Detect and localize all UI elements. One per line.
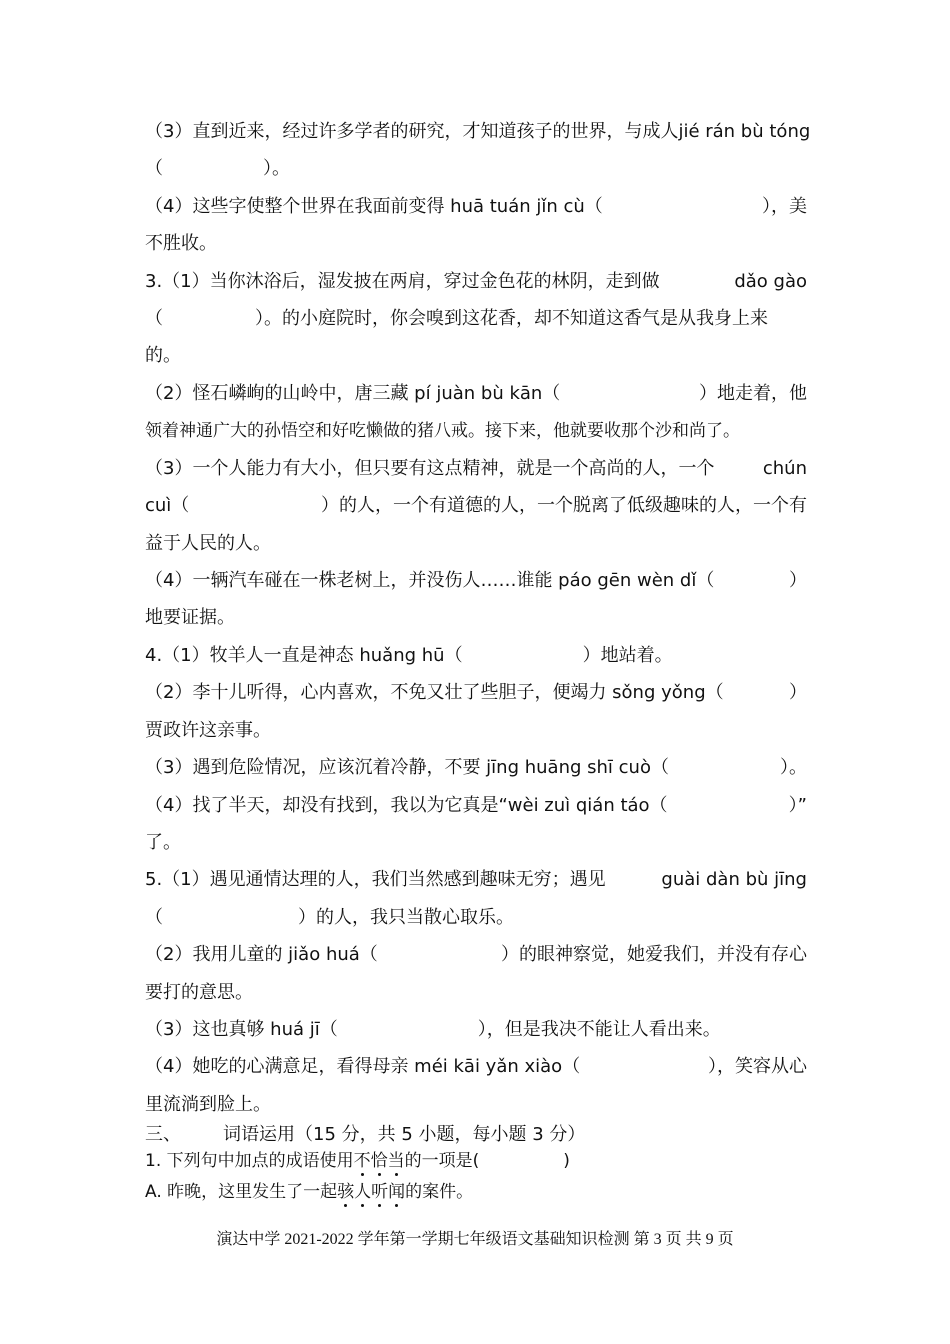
text-line: [145, 121, 811, 143]
line-text: ）地站着。: [582, 645, 673, 666]
text-line: [145, 1019, 807, 1041]
text-line: [145, 944, 807, 966]
line-text: ），笑容从心: [708, 1056, 807, 1077]
line-text: ）的眼神察觉，她爱我们，并没有存心: [501, 944, 807, 965]
line-text: （2）怪石嶙峋的山岭中，唐三藏 pí juàn bù kān（: [145, 383, 561, 404]
pinyin: jié rán bù tóng: [678, 121, 811, 142]
line-text: 要打的意思。: [145, 982, 253, 1003]
text-line: [145, 383, 807, 405]
text-line: [145, 982, 807, 1004]
question-text: 的一项是(: [404, 1151, 480, 1171]
text-line: [145, 533, 807, 555]
text-line: [145, 271, 807, 293]
text-line: [145, 308, 807, 330]
close-paren: ）”: [788, 795, 807, 816]
line-text: （4）一辆汽车碰在一株老树上，并没伤人……谁能 páo gēn wèn dǐ（: [145, 570, 715, 591]
line-text: （2）我用儿童的 jiǎo huá（: [145, 944, 378, 965]
dotted-words: [354, 1151, 405, 1171]
text-line: [145, 495, 807, 517]
text-line: [145, 907, 807, 929]
line-text: （3）这也真够 huá jī（: [145, 1019, 338, 1040]
emphasis-char: 不: [353, 1151, 371, 1171]
text-line: [145, 233, 807, 255]
line-text: （2）李十儿听得，心内喜欢，不免又壮了些胆子，便竭力 sǒng yǒng（: [145, 682, 724, 703]
line-text: 地要证据。: [145, 607, 235, 628]
line-text: 里流淌到脸上。: [145, 1094, 271, 1115]
line-text: 的。: [145, 345, 181, 366]
text-line: [145, 682, 807, 704]
text-line: [145, 1094, 807, 1116]
line-text: ）。的小庭院时，你会嗅到这花香，却不知道这香气是从我身上来: [255, 308, 768, 329]
text-line: [145, 420, 807, 442]
open-paren: （: [145, 308, 163, 329]
text-line: [145, 757, 807, 779]
page-footer: 演达中学 2021-2022 学年第一学期七年级语文基础知识检测 第 3 页 共 9 页: [216, 1231, 734, 1248]
text-line: [145, 196, 807, 218]
line-text: 了。: [145, 832, 181, 853]
line-text: ）的人，我只当散心取乐。: [298, 907, 514, 928]
line-text: 4.（1）牧羊人一直是神态 huǎng hū（: [145, 645, 463, 666]
line-text: ）的人，一个有道德的人，一个脱离了低级趣味的人，一个有: [321, 495, 807, 516]
section-title: 词语运用（15 分，共 5 小题，每小题 3 分）: [223, 1124, 586, 1145]
text-line: [145, 720, 807, 742]
line-text: 5.（1）遇见通情达理的人，我们当然感到趣味无穷；遇见: [145, 869, 606, 890]
line-text: （3）一个人能力有大小，但只要有这点精神，就是一个高尚的人，一个: [145, 458, 715, 479]
option-text: A. 昨晚，这里发生了一起: [145, 1182, 338, 1202]
line-text: （4）找了半天，却没有找到，我以为它真是“wèi zuì qián táo（: [145, 795, 668, 816]
question-text: 1. 下列句中加点的成语使用: [145, 1151, 354, 1171]
text-line: [145, 869, 807, 891]
text-line: [145, 832, 807, 854]
line-text: （3）直到近来，经过许多学者的研究，才知道孩子的世界，与成人: [145, 121, 679, 142]
line-text: 不胜收。: [145, 233, 217, 254]
line-text: cuì（: [145, 495, 190, 516]
text-line: [145, 1056, 807, 1078]
open-paren: （: [145, 907, 163, 928]
text-line: [145, 795, 807, 817]
question-1: [145, 1150, 570, 1172]
pinyin: chún: [762, 458, 807, 479]
line-text: 贾政许这亲事。: [145, 720, 271, 741]
text-line: [145, 570, 807, 592]
emphasis-char: 当: [387, 1151, 405, 1171]
line-text: （4）她吃的心满意足，看得母亲 méi kāi yǎn xiào（: [145, 1056, 581, 1077]
emphasis-char: 闻: [388, 1182, 406, 1202]
emphasis-char: 骇: [337, 1182, 355, 1202]
section-heading: [145, 1124, 585, 1146]
line-text: ），但是我决不能让人看出来。: [477, 1019, 721, 1040]
line-text: ），美: [762, 196, 807, 217]
text-line: [145, 158, 807, 180]
line-text: 领着神通广大的孙悟空和好吃懒做的猪八戒。接下来，他就要收那个沙和尚了。: [145, 421, 740, 441]
close-paren: ）: [789, 570, 807, 591]
pinyin: dǎo gào: [734, 271, 807, 292]
pinyin: guài dàn bù jīng: [661, 869, 807, 890]
option-text: 的案件。: [405, 1182, 474, 1202]
close-paren: ）。: [780, 757, 807, 778]
text-line: [145, 458, 807, 480]
close-paren: ): [563, 1151, 570, 1171]
text-line: [145, 607, 807, 629]
text-line: [145, 345, 807, 367]
line-text: （3）遇到危险情况，应该沉着冷静，不要 jīng huāng shī cuò（: [145, 757, 669, 778]
line-text: 益于人民的人。: [145, 533, 271, 554]
line-text: 3.（1）当你沐浴后，湿发披在两肩，穿过金色花的林阴，走到做: [145, 271, 660, 292]
open-paren: （: [145, 158, 163, 179]
dotted-idiom: [337, 1182, 405, 1202]
line-text: ）。: [263, 158, 290, 179]
text-line: [145, 645, 807, 667]
line-text: ）地走着，他: [699, 383, 807, 404]
emphasis-char: 人: [354, 1182, 372, 1202]
emphasis-char: 恰: [370, 1151, 388, 1171]
section-number: 三、: [145, 1124, 181, 1145]
close-paren: ）: [789, 682, 807, 703]
emphasis-char: 听: [371, 1182, 389, 1202]
line-text: （4）这些字使整个世界在我面前变得 huā tuán jǐn cù（: [145, 196, 603, 217]
option-a[interactable]: [145, 1181, 473, 1203]
